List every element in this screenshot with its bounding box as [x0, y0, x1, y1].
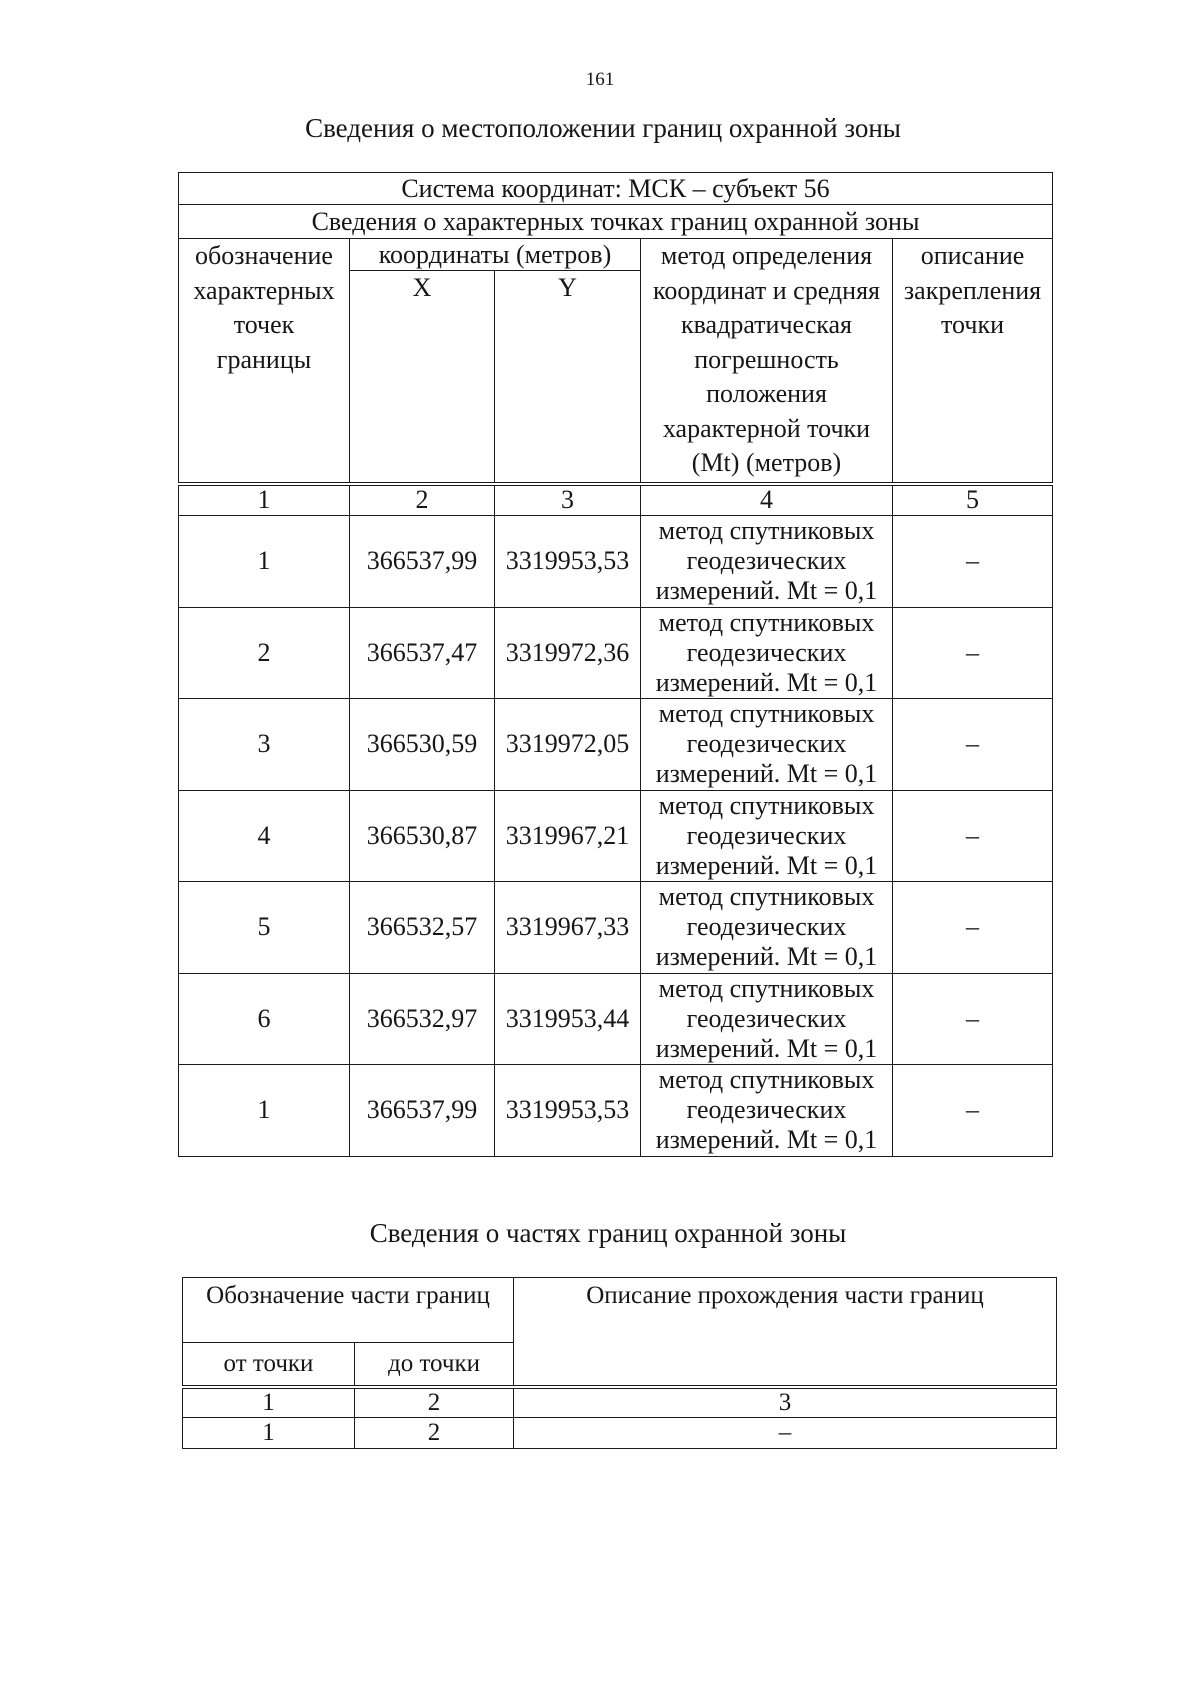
header-fixing-description: описание закрепления точки [893, 239, 1053, 484]
parts-title: Сведения о частях границ охранной зоны [369, 1218, 847, 1248]
point-number-cell: 1 [179, 1065, 350, 1157]
table-row [179, 607, 1053, 699]
header-row [179, 239, 1053, 271]
y-coordinate-cell: 3319967,33 [495, 882, 641, 974]
point-number-cell: 5 [179, 882, 350, 974]
column-number: 5 [893, 484, 1053, 516]
fixing-description-cell: – [893, 516, 1053, 608]
y-coordinate-cell: 3319953,44 [495, 973, 641, 1065]
fixing-description-cell: – [893, 607, 1053, 699]
x-coordinate-cell: 366530,59 [350, 699, 495, 791]
header-part-description: Описание прохождения части границ [514, 1278, 1057, 1387]
table-row [179, 973, 1053, 1065]
table-row [179, 882, 1053, 974]
x-coordinate-cell: 366537,47 [350, 607, 495, 699]
method-cell: метод спутниковых геодезических измерений. Mt = 0,1 [641, 973, 893, 1065]
column-numbers-row [183, 1387, 1057, 1418]
x-coordinate-cell: 366530,87 [350, 790, 495, 882]
x-coordinate-cell: 366537,99 [350, 516, 495, 608]
point-number-cell: 3 [179, 699, 350, 791]
table-subtitle: Сведения о характерных точках границ охранной зоны [179, 205, 1053, 239]
coordinate-system: Система координат: МСК – субъект 56 [179, 173, 1053, 205]
point-number-cell: 2 [179, 607, 350, 699]
table-subtitle-row [179, 205, 1053, 239]
header-point-designation: обозначение характерных точек границы [179, 239, 350, 484]
header-coordinates: координаты (метров) [350, 239, 641, 271]
table-row [179, 699, 1053, 791]
x-coordinate-cell: 366532,97 [350, 973, 495, 1065]
section-title: Сведения о местоположении границ охранной зоны [305, 113, 901, 143]
point-number-cell: 6 [179, 973, 350, 1065]
column-number: 4 [641, 484, 893, 516]
fixing-description-cell: – [893, 973, 1053, 1065]
y-coordinate-cell: 3319972,05 [495, 699, 641, 791]
x-coordinate-cell: 366532,57 [350, 882, 495, 974]
method-cell: метод спутниковых геодезических измерений. Mt = 0,1 [641, 882, 893, 974]
method-cell: метод спутниковых геодезических измерений. Mt = 0,1 [641, 699, 893, 791]
column-number: 2 [350, 484, 495, 516]
fixing-description-cell: – [893, 790, 1053, 882]
method-cell: метод спутниковых геодезических измерений. Mt = 0,1 [641, 1065, 893, 1157]
point-number-cell: 4 [179, 790, 350, 882]
method-cell: метод спутниковых геодезических измерений. Mt = 0,1 [641, 607, 893, 699]
column-number: 3 [495, 484, 641, 516]
y-coordinate-cell: 3319953,53 [495, 1065, 641, 1157]
y-coordinate-cell: 3319967,21 [495, 790, 641, 882]
header-method: метод определения координат и средняя квадратическая погрешность положения характерной точки (Mt) (метров) [641, 239, 893, 484]
header-x: X [350, 271, 495, 484]
column-number: 3 [514, 1387, 1057, 1418]
column-number: 2 [355, 1387, 514, 1418]
column-number: 1 [179, 484, 350, 516]
y-coordinate-cell: 3319972,36 [495, 607, 641, 699]
boundary-parts-table [182, 1277, 1057, 1449]
page-number: 161 [585, 69, 615, 90]
header-y: Y [495, 271, 641, 484]
table-row [179, 516, 1053, 608]
fixing-description-cell: – [893, 699, 1053, 791]
fixing-description-cell: – [893, 882, 1053, 974]
header-to-point: до точки [355, 1343, 514, 1387]
boundary-points-table [178, 172, 1053, 1157]
method-cell: метод спутниковых геодезических измерений. Mt = 0,1 [641, 790, 893, 882]
fixing-description-cell: – [893, 1065, 1053, 1157]
point-number-cell: 1 [179, 516, 350, 608]
x-coordinate-cell: 366537,99 [350, 1065, 495, 1157]
table-row [179, 790, 1053, 882]
header-part-designation: Обозначение части границ [183, 1278, 514, 1343]
table-row [183, 1418, 1057, 1449]
column-numbers-row [179, 484, 1053, 516]
method-cell: метод спутниковых геодезических измерений. Mt = 0,1 [641, 516, 893, 608]
coordinate-system-row [179, 173, 1053, 205]
header-from-point: от точки [183, 1343, 355, 1387]
header-row [183, 1278, 1057, 1343]
y-coordinate-cell: 3319953,53 [495, 516, 641, 608]
from-point-cell: 1 [183, 1418, 355, 1449]
table-row [179, 1065, 1053, 1157]
to-point-cell: 2 [355, 1418, 514, 1449]
column-number: 1 [183, 1387, 355, 1418]
part-description-cell: – [514, 1418, 1057, 1449]
